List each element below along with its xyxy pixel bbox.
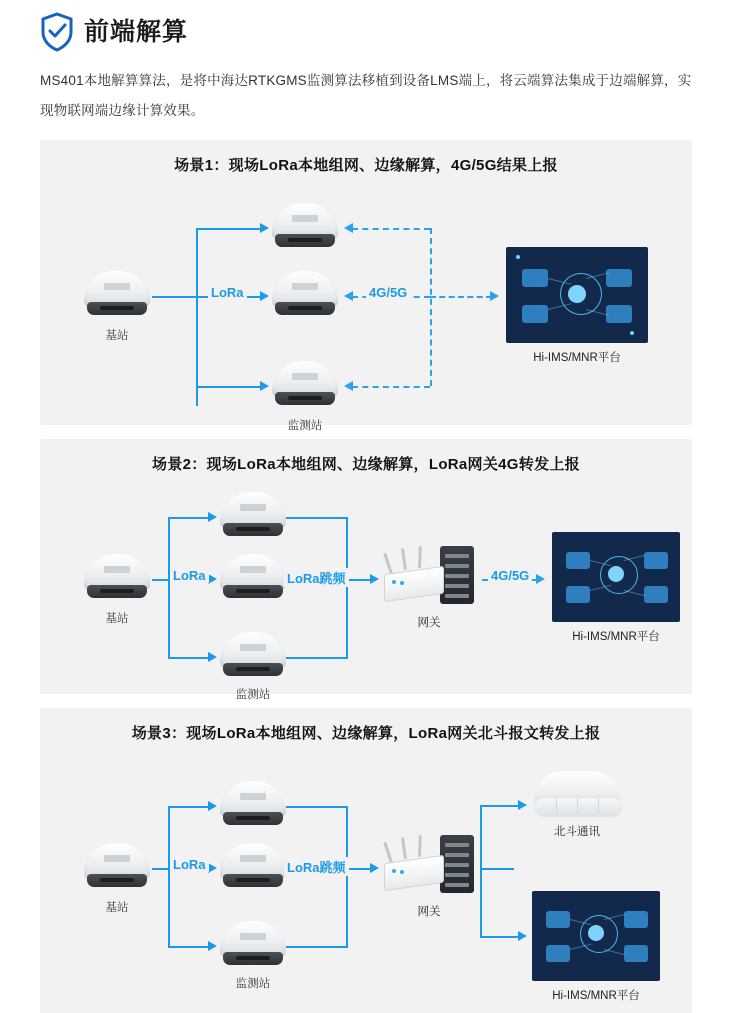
monitor-station-device [272, 203, 338, 255]
page-title: 前端解算 [84, 17, 189, 46]
monitor-station-label: 监测站 [235, 978, 271, 990]
monitor-station-device [220, 632, 286, 684]
arrow-icon [260, 291, 269, 301]
gateway-label: 网关 [417, 906, 441, 918]
beidou-antenna-device [534, 771, 620, 823]
connector-line [286, 517, 348, 519]
connector-line [286, 946, 348, 948]
connector-line [480, 805, 520, 807]
lora-label: LoRa [170, 568, 209, 583]
base-station-label: 基站 [105, 330, 129, 342]
connector-line [152, 868, 168, 870]
platform-image [552, 532, 680, 622]
arrow-icon [536, 574, 545, 584]
connector-line [168, 806, 208, 808]
connector-line [168, 517, 170, 657]
connector-line [152, 296, 196, 298]
scene-title-1: 场景1：现场LoRa本地组网、边缘解算，4G/5G结果上报 [174, 157, 558, 174]
arrow-icon [370, 863, 379, 873]
monitor-station-device [272, 361, 338, 413]
connector-line [196, 386, 260, 388]
wireless-link [352, 228, 430, 230]
scene-diagram-2 [40, 474, 692, 701]
connector-line [196, 228, 198, 406]
connector-line [168, 806, 170, 946]
wireless-label: 4G/5G [488, 568, 532, 583]
connector-line [346, 806, 348, 946]
connector-line [346, 517, 348, 657]
arrow-icon [208, 941, 217, 951]
platform-image [532, 891, 660, 981]
page-header [0, 0, 732, 52]
arrow-icon [370, 574, 379, 584]
scene-panel-1 [40, 140, 692, 432]
monitor-station-device [220, 492, 286, 544]
arrow-icon [490, 291, 499, 301]
platform-label: Hi-IMS/MNR平台 [572, 631, 660, 643]
scene-diagram-3 [40, 743, 692, 1013]
base-station-device [84, 271, 150, 323]
monitor-station-device [272, 271, 338, 323]
base-station-label: 基站 [105, 613, 129, 625]
platform-label: Hi-IMS/MNR平台 [552, 990, 640, 1002]
monitor-station-label: 监测站 [235, 689, 271, 701]
wireless-label: 4G/5G [366, 285, 410, 300]
wireless-bus [430, 228, 432, 386]
monitor-station-label: 监测站 [287, 420, 323, 432]
connector-line [286, 657, 348, 659]
base-station-label: 基站 [105, 902, 129, 914]
gateway-device [384, 546, 474, 608]
base-station-device [84, 843, 150, 895]
monitor-station-device [220, 781, 286, 833]
arrow-icon [208, 512, 217, 522]
platform-label: Hi-IMS/MNR平台 [533, 352, 621, 364]
arrow-icon [260, 381, 269, 391]
connector-line [480, 868, 514, 870]
arrow-icon [208, 574, 217, 584]
scene-diagram-1 [40, 175, 692, 432]
wireless-link [430, 296, 492, 298]
connector-line [168, 517, 208, 519]
lora-label: LoRa [170, 857, 209, 872]
arrow-icon [518, 800, 527, 810]
monitor-station-device [220, 843, 286, 895]
connector-line [168, 946, 208, 948]
gateway-label: 网关 [417, 617, 441, 629]
scene-title-2: 场景2：现场LoRa本地组网、边缘解算，LoRa网关4G转发上报 [152, 456, 580, 473]
arrow-icon [344, 291, 353, 301]
arrow-icon [518, 931, 527, 941]
arrow-icon [208, 863, 217, 873]
intro-paragraph: MS401本地解算算法，是将中海达RTKGMS监测算法移植到设备LMS端上，将云端算法集成于边端解算，实现物联网端边缘计算效果。 [40, 73, 692, 118]
connector-line [480, 805, 482, 868]
lora-hop-label: LoRa跳频 [284, 568, 349, 587]
connector-line [286, 806, 348, 808]
platform-image [506, 247, 648, 343]
base-station-device [84, 554, 150, 606]
connector-line [152, 579, 168, 581]
lora-hop-label: LoRa跳频 [284, 857, 349, 876]
wireless-link [352, 386, 430, 388]
connector-line [196, 228, 260, 230]
gateway-device [384, 835, 474, 897]
connector-line [480, 868, 482, 936]
connector-line [480, 936, 520, 938]
monitor-station-device [220, 554, 286, 606]
arrow-icon [344, 223, 353, 233]
arrow-icon [260, 223, 269, 233]
arrow-icon [344, 381, 353, 391]
scene-title-3: 场景3：现场LoRa本地组网、边缘解算，LoRa网关北斗报文转发上报 [131, 725, 601, 742]
connector-line [168, 657, 208, 659]
arrow-icon [208, 652, 217, 662]
shield-icon [40, 12, 74, 52]
scene-panel-2 [40, 439, 692, 701]
lora-label: LoRa [208, 285, 247, 300]
beidou-label: 北斗通讯 [554, 826, 600, 838]
arrow-icon [208, 801, 217, 811]
scene-panel-3 [40, 708, 692, 1013]
monitor-station-device [220, 921, 286, 973]
